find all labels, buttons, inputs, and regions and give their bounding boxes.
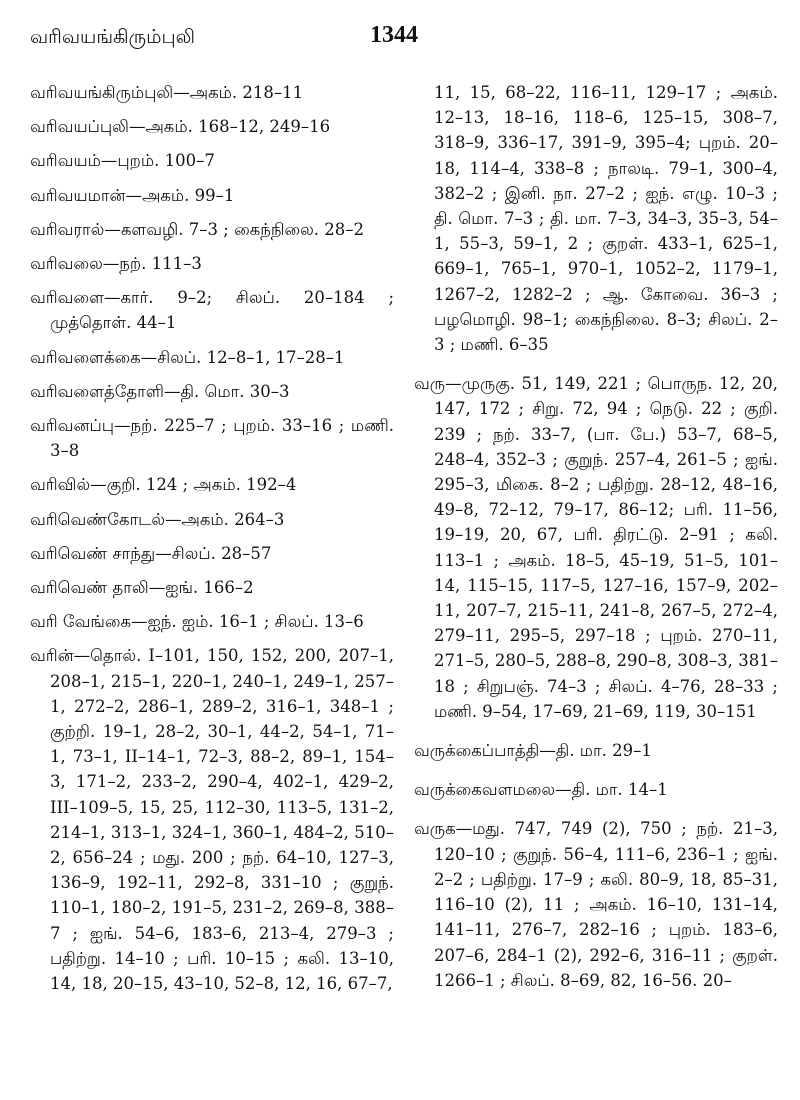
entry-headword: வரிவளைத்தோளி xyxy=(30,381,165,401)
entry-headword: வரிவளைக்கை xyxy=(30,347,141,367)
entry-references: —குறி. 124 ; அகம். 192–4 xyxy=(90,475,297,495)
index-entry xyxy=(30,114,394,139)
entry-references: —களவழி. 7–3 ; கைந்நிலை. 28–2 xyxy=(104,219,365,239)
page-number: 1344 xyxy=(370,22,418,48)
entry-headword: வரிவயம் xyxy=(30,151,101,171)
index-entry xyxy=(30,80,394,105)
entry-references: —நற். 111–3 xyxy=(102,254,202,274)
index-entry xyxy=(30,472,394,497)
entry-references: —தி. மா. 14–1 xyxy=(555,780,668,800)
entry-references: —மது. 747, 749 (2), 750 ; நற். 21–3, 120–10 ; குறுந். 56–4, 111–6, 236–1 ; ஐங். 2–2 ; பதிற்று. 17–9 ; கலி. 80–9, 18, 85–31, 116–10 (2), 11 ; அகம். 16–10, 131–14, 141–11, 276–7, 282–16 ; புறம். 183–6, 207–6, 284–1 (2), 292–6, 316–11 ; குறள். 1266–1 ; சிலப். 8–69, 82, 16–56. 20– xyxy=(434,819,778,990)
entry-references: —கார். 9–2; சிலப். 20–184 ; முத்தொள். 44–1 xyxy=(50,288,394,333)
entry-references: —அகம். 99–1 xyxy=(125,185,235,205)
entry-headword: வரிவளை xyxy=(30,288,104,308)
entry-headword: வரிவயமான் xyxy=(30,185,126,205)
index-entry xyxy=(30,575,394,600)
right-column xyxy=(414,80,778,1007)
entry-references: —அகம். 168–12, 249–16 xyxy=(128,117,331,137)
entry-headword: வருக்கைப்பாத்தி xyxy=(414,741,540,761)
index-entry xyxy=(414,738,778,763)
index-entry xyxy=(30,285,394,335)
index-entry xyxy=(30,643,394,996)
running-head: வரிவயங்கிரும்புலி xyxy=(30,26,195,48)
entry-headword: வரிவரால் xyxy=(30,219,105,239)
entry-references: —முருகு. 51, 149, 221 ; பொருந. 12, 20, 147, 172 ; சிறு. 72, 94 ; நெடு. 22 ; குறி. 239 ; நற். 33–7, (பா. பே.) 53–7, 68–5, 248–4, 352–3 ; குறுந். 257–4, 261–5 ; ஐங். 295–3, மிகை. 8–2 ; பதிற்று. 28–12, 48–16, 49–8, 72–12, 79–17, 86–12; பரி. 11–56, 19–19, 20, 67, பரி. திரட்டு. 2–91 ; கலி. 113–1 ; அகம். 18–5, 45–19, 51–5, 101–14, 115–15, 117–5, 127–16, 157–9, 202–11, 207–7, 215–11, 241–8, 267–5, 272–4, 279–11, 295–5, 297–18 ; புறம். 270–11, 271–5, 280–5, 288–8, 290–8, 308–3, 381–18 ; சிறுபஞ். 74–3 ; சிலப். 4–76, 28–33 ; மணி. 9–54, 17–69, 21–69, 119, 30–151 xyxy=(434,374,778,721)
index-entry xyxy=(30,251,394,276)
entry-references: —சிலப். 12–8–1, 17–28–1 xyxy=(140,347,345,367)
index-entry xyxy=(30,345,394,370)
entry-headword: வருக்கைவளமலை xyxy=(414,780,556,800)
entry-headword: வரு xyxy=(414,374,446,394)
index-entry xyxy=(30,217,394,242)
entry-headword: வரி வேங்கை xyxy=(30,612,132,632)
entry-headword: வரிவெண்கோடல் xyxy=(30,509,166,529)
index-entry xyxy=(30,413,394,463)
entry-headword: வரிவனப்பு xyxy=(30,416,115,436)
index-entry xyxy=(30,507,394,532)
entry-references: —நற். 225–7 ; புறம். 33–16 ; மணி. 3–8 xyxy=(50,416,394,461)
entry-references: —சிலப். 28–57 xyxy=(155,543,272,563)
entry-headword: வரிவயப்புலி xyxy=(30,117,129,137)
entry-headword: வரின் xyxy=(30,646,74,666)
entry-headword: வருக xyxy=(414,819,456,839)
entry-headword: வரிவயங்கிரும்புலி xyxy=(30,83,174,102)
entry-references: —தி. மா. 29–1 xyxy=(539,741,652,761)
page-header xyxy=(30,22,778,58)
index-entry xyxy=(30,183,394,208)
index-entry xyxy=(30,541,394,566)
entry-headword: வரிவில் xyxy=(30,475,91,495)
entry-references: —புறம். 100–7 xyxy=(100,151,215,171)
entry-headword: வரிவலை xyxy=(30,254,103,274)
index-entry xyxy=(30,148,394,173)
entry-references: —ஐங். 166–2 xyxy=(148,578,254,598)
entry-references: —தொல். I–101, 150, 152, 200, 207–1, 208–1, 215–1, 220–1, 240–1, 249–1, 257–1, 272–2, 286–1, 289–2, 316–1, 348–1 ; குற்றி. 19–1, 28–2, 30–1, 44–2, 54–1, 71–1, 73–1, II–14–1, 72–3, 88–2, 89–1, 154–3, 171–2, 233–2, 290–4, 402–1, 429–2, III–109–5, 15, 25, 112–30, 113–5, 131–2, 214–1, 313–1, 324–1, 360–1, 484–2, 510–2, 656–24 ; மது. 200 ; நற். 64–10, 127–3, 136–9, 192–11, 292–8, 331–10 ; குறுந். 110–1, 180–2, 191–5, 231–2, 269–8, 388–7 ; ஐங். 54–6, 183–6, 213–4, 279–3 ; பதிற்று. 14–10 ; பரி. 10–15 ; கலி. 13–10, 14, 18, 20–15, 43–10, 52–8, 12, 16, 67–7, xyxy=(50,646,394,994)
entry-references: —அகம். 218–11 xyxy=(173,83,304,102)
index-entry xyxy=(30,609,394,634)
entry-references: 11, 15, 68–22, 116–11, 129–17 ; அகம். 12–13, 18–16, 118–6, 125–15, 308–7, 318–9, 336–17, 391–9, 395–4; புறம். 20–18, 114–4, 338–8 ; நாலடி. 79–1, 300–4, 382–2 ; இனி. நா. 27–2 ; ஐந். எழு. 10–3 ; தி. மொ. 7–3 ; தி. மா. 7–3, 34–3, 35–3, 54–1, 55–3, 59–1, 2 ; குறள். 433–1, 625–1, 669–1, 765–1, 970–1, 1052–2, 1179–1, 1267–2, 1282–2 ; ஆ. கோவை. 36–3 ; பழமொழி. 98–1; கைந்நிலை. 8–3; சிலப். 2–3 ; மணி. 6–35 xyxy=(434,83,778,355)
index-entry xyxy=(414,371,778,724)
entry-headword: வரிவெண் சாந்து xyxy=(30,543,156,563)
entry-references: —அகம். 264–3 xyxy=(165,509,285,529)
entry-references: —தி. மொ. 30–3 xyxy=(164,381,290,401)
index-entry xyxy=(414,816,778,992)
entry-references: —ஐந். ஐம். 16–1 ; சிலப். 13–6 xyxy=(131,612,364,632)
index-columns xyxy=(30,80,778,1090)
index-entry xyxy=(414,777,778,802)
entry-headword: வரிவெண் தாலி xyxy=(30,578,149,598)
left-column xyxy=(30,80,394,1005)
index-entry xyxy=(30,379,394,404)
index-entry xyxy=(414,80,778,357)
